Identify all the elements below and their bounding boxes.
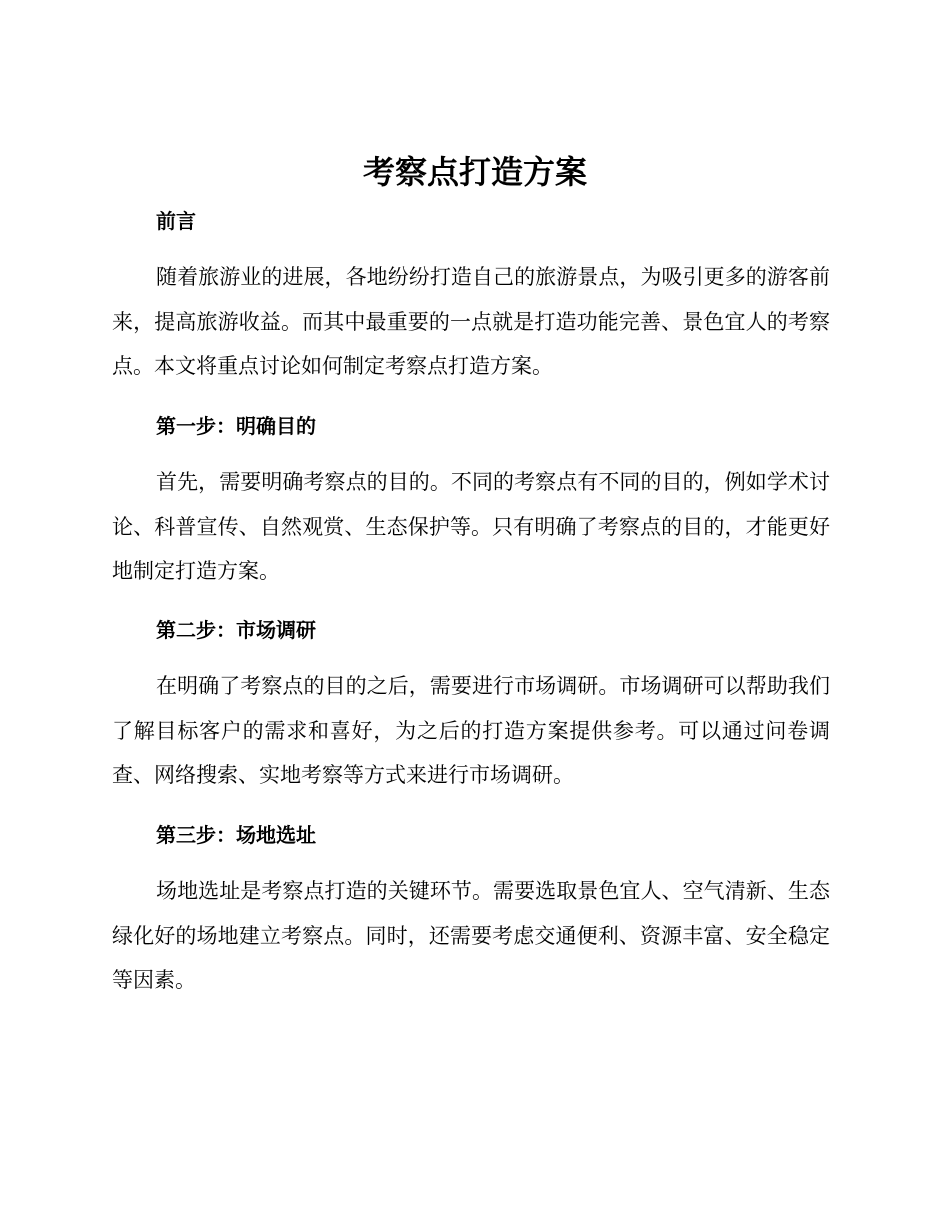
section-paragraph: 场地选址是考察点打造的关键环节。需要选取景色宜人、空气清新、生态绿化好的场地建立考察点。同时，还需要考虑交通便利、资源丰富、安全稳定等因素。 (112, 879, 830, 992)
section-step-1 (112, 412, 830, 594)
section-heading: 第三步：场地选址 (156, 823, 316, 847)
section-step-2 (112, 616, 830, 798)
section-heading: 第一步：明确目的 (156, 414, 316, 438)
section-step-3 (112, 821, 830, 1003)
section-heading: 前言 (156, 209, 196, 233)
section-preface (112, 207, 830, 389)
section-heading: 第二步：市场调研 (156, 618, 316, 642)
section-paragraph: 在明确了考察点的目的之后，需要进行市场调研。市场调研可以帮助我们了解目标客户的需求和喜好，为之后的打造方案提供参考。可以通过问卷调查、网络搜索、实地考察等方式来进行市场调研。 (112, 674, 830, 787)
section-paragraph: 随着旅游业的进展，各地纷纷打造自己的旅游景点，为吸引更多的游客前来，提高旅游收益。而其中最重要的一点就是打造功能完善、景色宜人的考察点。本文将重点讨论如何制定考察点打造方案。 (112, 265, 830, 378)
document-title: 考察点打造方案 (362, 153, 587, 191)
section-paragraph: 首先，需要明确考察点的目的。不同的考察点有不同的目的，例如学术讨论、科普宣传、自然观赏、生态保护等。只有明确了考察点的目的，才能更好地制定打造方案。 (112, 470, 830, 583)
